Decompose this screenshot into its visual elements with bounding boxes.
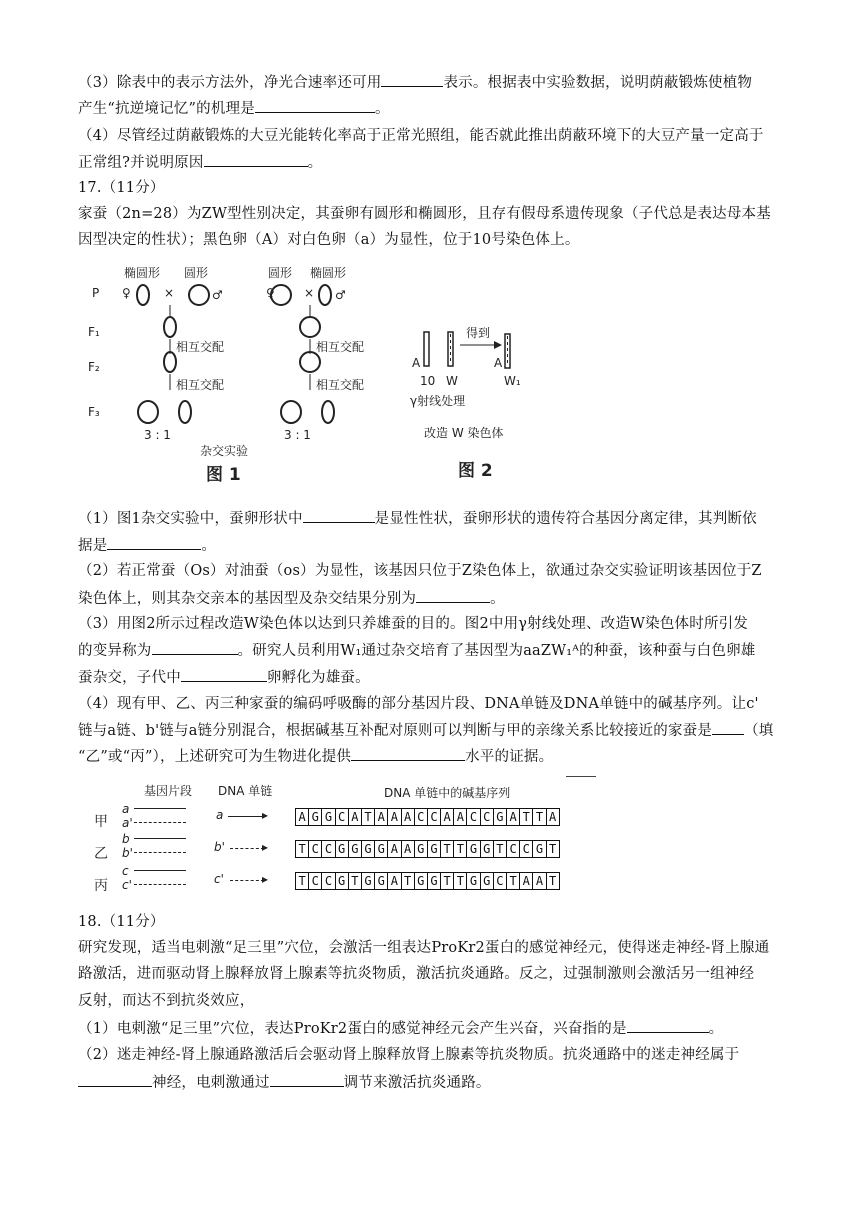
chain-label: a <box>216 808 224 822</box>
base-cell: C <box>466 808 480 826</box>
base-cell: A <box>401 840 415 858</box>
base-cell: T <box>348 872 362 890</box>
fig2-label: 改造 W 染色体 <box>424 426 504 440</box>
fig1-label: 圆形 <box>268 266 293 280</box>
q17-s2-text-c: 。 <box>490 591 505 607</box>
cross-symbol: × <box>304 286 315 300</box>
q17-s4-text-b: 链与a链、b'链与a链分别混合，根据碱基互补配对原则可以判断与甲的亲缘关系比较接近的家蚕是 <box>78 723 713 739</box>
fig2-caption: 图 2 <box>458 461 493 481</box>
female-symbol: ♀ <box>122 286 131 300</box>
base-cell: T <box>453 872 467 890</box>
answer-blank[interactable] <box>181 667 267 682</box>
q17-s1-line2 <box>78 535 216 556</box>
answer-blank[interactable] <box>381 72 443 87</box>
male-symbol: ♂ <box>212 288 223 302</box>
q17-s3-text-d: 蚕杂交，子代中 <box>78 670 181 686</box>
mating-label: 相互交配 <box>176 340 225 354</box>
base-cell: C <box>308 872 322 890</box>
oval-egg-icon <box>322 401 334 423</box>
q18-s2-text-b: 神经，电刺激通过 <box>152 1075 270 1091</box>
q16-p4-text-b: 正常组?并说明原因 <box>78 155 204 171</box>
figure-border <box>566 776 596 777</box>
base-cell: T <box>440 872 454 890</box>
base-cell: A <box>453 808 467 826</box>
q17-s3-line3 <box>78 667 370 688</box>
base-cell: T <box>295 872 309 890</box>
base-cell: C <box>335 808 349 826</box>
header-gene-fragment: 基因片段 <box>144 784 193 798</box>
arrow-line <box>230 880 264 881</box>
figure-dna-sequences <box>88 776 598 898</box>
base-cell: T <box>440 840 454 858</box>
oval-egg-icon <box>319 285 331 305</box>
q17-s3-line2 <box>78 640 756 661</box>
oval-egg-icon <box>164 352 176 372</box>
q18-s1-text-b: 。 <box>708 1021 724 1037</box>
q17-s1-text-a: （1）图1杂交实验中，蚕卵形状中 <box>78 511 303 527</box>
figure-1-cross-experiment <box>88 262 408 485</box>
answer-blank[interactable] <box>270 1072 344 1087</box>
generation-label: F₁ <box>88 325 100 339</box>
round-egg-icon <box>138 401 158 423</box>
q16-p3-text-b: 表示。根据表中实验数据，说明荫蔽锻炼使植物 <box>443 75 753 91</box>
fig1-label: 圆形 <box>184 266 209 280</box>
strand-label: a <box>122 802 130 816</box>
fig2-label: W <box>446 374 458 388</box>
base-cell: G <box>335 840 349 858</box>
oval-egg-icon <box>164 317 176 337</box>
row-name-yi: 乙 <box>94 846 108 862</box>
q16-p3-text-d: 。 <box>374 101 390 117</box>
base-cell: G <box>374 840 388 858</box>
base-cell: C <box>519 840 533 858</box>
base-cell: T <box>493 840 507 858</box>
strand-line <box>134 822 186 823</box>
strand-line <box>134 884 186 885</box>
q18-s2-line1: （2）迷走神经-肾上腺通路激活后会驱动肾上腺释放肾上腺素等抗炎物质。抗炎通路中的迷走神经属于 <box>78 1047 740 1063</box>
base-cell: G <box>414 872 428 890</box>
base-cell: G <box>308 808 322 826</box>
base-cell: A <box>387 808 401 826</box>
ratio-label: 3 : 1 <box>144 428 171 442</box>
q17-s4-text-c: （填 <box>744 723 774 739</box>
cross-symbol: × <box>164 286 175 300</box>
base-cell: G <box>480 872 494 890</box>
generation-label: F₃ <box>88 405 100 419</box>
base-cell: G <box>321 808 335 826</box>
answer-blank[interactable] <box>303 508 375 523</box>
q17-intro-line2: 因型决定的性状）；黑色卵（A）对白色卵（a）为显性，位于10号染色体上。 <box>78 232 580 248</box>
strand-line <box>134 838 186 839</box>
base-cell: T <box>506 872 520 890</box>
q17-s2-text-b: 染色体上，则其杂交亲本的基因型及杂交结果分别为 <box>78 591 417 607</box>
round-egg-icon <box>300 352 320 372</box>
fig2-label: 10 <box>420 374 436 388</box>
answer-blank[interactable] <box>416 588 490 603</box>
base-cell: A <box>387 840 401 858</box>
base-cell: T <box>532 808 546 826</box>
round-egg-icon <box>281 401 301 423</box>
base-cell: C <box>506 840 520 858</box>
strand-label: a' <box>122 816 133 830</box>
base-cell: A <box>506 808 520 826</box>
strand-line <box>134 852 186 853</box>
q16-part4-line1 <box>78 126 764 146</box>
fig1-caption: 图 1 <box>206 465 241 485</box>
q18-para-line2: 路激活，进而驱动肾上腺释放肾上腺素等抗炎物质，激活抗炎通路。反之，过强制激则会激活另一组神经 <box>78 966 755 982</box>
base-cell: T <box>546 840 560 858</box>
q16-p4-text-c: 。 <box>307 155 323 171</box>
base-cell: A <box>519 872 533 890</box>
arrow-head-icon: ▸ <box>262 872 269 886</box>
strand-label: b <box>122 832 130 846</box>
mating-label: 相互交配 <box>316 378 365 392</box>
base-cell: C <box>414 808 428 826</box>
answer-blank[interactable] <box>204 152 308 167</box>
q16-part3-line2 <box>78 98 390 119</box>
base-cell: T <box>401 872 415 890</box>
q17-intro-line1: 家蚕（2n=28）为ZW型性别决定，其蚕卵有圆形和椭圆形，且存有假母系遗传现象（子代总是表达母本基 <box>78 206 771 222</box>
q18-para-line3: 反射，而达不到抗炎效应， <box>78 993 255 1009</box>
base-cell: A <box>295 808 309 826</box>
q17-s3-text-c: 。研究人员利用W₁通过杂交培育了基因型为aaZW₁ᴬ的种蚕，该种蚕与白色卵雄 <box>237 643 756 659</box>
base-cell: T <box>295 840 309 858</box>
base-cell: G <box>532 840 546 858</box>
q17-s1-line1 <box>78 508 757 529</box>
q17-s1-text-d: 。 <box>201 538 217 554</box>
male-symbol: ♂ <box>335 288 346 302</box>
round-egg-icon <box>189 285 209 305</box>
q17-s2-line1: （2）若正常蚕（Os）对油蚕（os）为显性，该基因只位于Z染色体上，欲通过杂交实验证明该基因位于Z <box>78 563 762 579</box>
base-cell: A <box>440 808 454 826</box>
q16-p3-text-c: 产生“抗逆境记忆”的机理是 <box>78 101 255 117</box>
answer-blank[interactable] <box>78 1072 152 1087</box>
q18-s1-line <box>78 1018 723 1039</box>
arrow-line <box>228 816 264 817</box>
base-cell: G <box>335 872 349 890</box>
base-cell: A <box>348 808 362 826</box>
base-cell: T <box>519 808 533 826</box>
fig1-subcaption: 杂交实验 <box>200 444 249 458</box>
fig2-label: γ射线处理 <box>410 394 466 408</box>
mating-label: 相互交配 <box>176 378 225 392</box>
base-cell: G <box>427 872 441 890</box>
answer-blank[interactable] <box>627 1018 709 1033</box>
arrow-head-icon: ▸ <box>262 808 269 822</box>
q17-s3-text-e: 卵孵化为雄蚕。 <box>266 670 370 686</box>
sequence-row-jia <box>296 808 560 826</box>
base-cell: C <box>321 872 335 890</box>
mating-label: 相互交配 <box>316 340 365 354</box>
fig1-label: 椭圆形 <box>310 266 347 280</box>
row-name-bing: 丙 <box>94 878 108 894</box>
answer-blank[interactable] <box>255 98 375 113</box>
base-cell: G <box>361 872 375 890</box>
arrow-line <box>230 848 264 849</box>
fig2-label: A <box>412 356 421 370</box>
q18-s2-text-c: 调节来激活抗炎通路。 <box>343 1075 491 1091</box>
base-cell: G <box>427 840 441 858</box>
chain-label: b' <box>214 840 225 854</box>
sequence-row-bing <box>296 872 560 890</box>
base-cell: A <box>374 808 388 826</box>
q16-part3-line1 <box>78 72 752 93</box>
q17-s3-line1: （3）用图2所示过程改造W染色体以达到只养雄蚕的目的。图2中用γ射线处理、改造W染色体时所引发 <box>78 616 749 632</box>
answer-blank[interactable] <box>107 535 201 550</box>
q18-s1-text-a: （1）电刺激“足三里”穴位，表达ProKr2蛋白的感觉神经元会产生兴奋，兴奋指的是 <box>78 1021 627 1037</box>
fig1-label: 椭圆形 <box>124 266 161 280</box>
strand-line <box>134 870 186 871</box>
base-cell: G <box>480 840 494 858</box>
strand-line <box>134 808 186 809</box>
base-cell: G <box>493 808 507 826</box>
base-cell: G <box>414 840 428 858</box>
oval-egg-icon <box>179 401 191 423</box>
base-cell: C <box>493 872 507 890</box>
q17-s4-line3 <box>78 746 553 767</box>
fig2-label: A <box>494 356 503 370</box>
q16-part4-line2 <box>78 152 322 173</box>
q17-header: 17.（11分） <box>78 180 165 196</box>
chain-label: c' <box>214 872 224 886</box>
base-cell: T <box>361 808 375 826</box>
chromosome-10-icon <box>424 332 429 366</box>
base-cell: T <box>453 840 467 858</box>
q17-s4-text-d: “乙”或“丙”），上述研究可为生物进化提供 <box>78 749 352 765</box>
female-symbol: ♀ <box>266 286 275 300</box>
base-cell: C <box>321 840 335 858</box>
answer-blank[interactable] <box>712 720 744 735</box>
base-cell: G <box>374 872 388 890</box>
base-cell: A <box>532 872 546 890</box>
q16-p4-text-a: （4）尽管经过荫蔽锻炼的大豆光能转化率高于正常光照组，能否就此推出荫蔽环境下的大豆产量一定高于 <box>78 128 764 144</box>
base-cell: C <box>480 808 494 826</box>
q17-s3-text-b: 的变异称为 <box>78 643 152 659</box>
header-single-strand: DNA 单链 <box>218 784 273 798</box>
arrow-head-icon <box>494 341 502 349</box>
q18-header: 18.（11分） <box>78 914 165 930</box>
sequence-row-yi <box>296 840 560 858</box>
base-cell: A <box>387 872 401 890</box>
oval-egg-icon <box>137 285 149 305</box>
strand-label: c <box>122 864 129 878</box>
row-name-jia: 甲 <box>94 814 108 830</box>
base-cell: G <box>466 872 480 890</box>
header-base-sequence: DNA 单链中的碱基序列 <box>384 786 511 800</box>
q17-s4-line1: （4）现有甲、乙、丙三种家蚕的编码呼吸酶的部分基因片段、DNA单链及DNA单链中的碱基序列。让c' <box>78 696 759 712</box>
q17-s1-text-c: 据是 <box>78 538 108 554</box>
generation-label: P <box>92 286 100 300</box>
q17-s1-text-b: 是显性性状，蚕卵形状的遗传符合基因分离定律，其判断依 <box>374 511 757 527</box>
base-cell: G <box>466 840 480 858</box>
base-cell: A <box>401 808 415 826</box>
fig2-label: W₁ <box>504 374 521 388</box>
q16-p3-text-a: （3）除表中的表示方法外，净光合速率还可用 <box>78 75 382 91</box>
base-cell: G <box>361 840 375 858</box>
ratio-label: 3 : 1 <box>284 428 311 442</box>
q17-s2-line2 <box>78 588 505 609</box>
q18-s2-line2 <box>78 1072 491 1093</box>
answer-blank[interactable] <box>351 746 465 761</box>
base-cell: C <box>427 808 441 826</box>
generation-label: F₂ <box>88 360 100 374</box>
round-egg-icon <box>300 317 320 337</box>
strand-label: b' <box>122 846 133 860</box>
base-cell: C <box>308 840 322 858</box>
base-cell: G <box>348 840 362 858</box>
q17-s4-text-e: 水平的证据。 <box>465 749 554 765</box>
q18-para-line1: 研究发现，适当电刺激“足三里”穴位，会激活一组表达ProKr2蛋白的感觉神经元，使得迷走神经-肾上腺通 <box>78 940 770 956</box>
base-cell: T <box>546 872 560 890</box>
arrow-head-icon: ▸ <box>262 840 269 854</box>
base-cell: A <box>546 808 560 826</box>
strand-label: c' <box>122 878 132 892</box>
q17-s4-line2 <box>78 720 773 741</box>
answer-blank[interactable] <box>152 640 238 655</box>
figure-2-w-modification <box>410 320 550 480</box>
fig2-label: 得到 <box>466 326 491 340</box>
